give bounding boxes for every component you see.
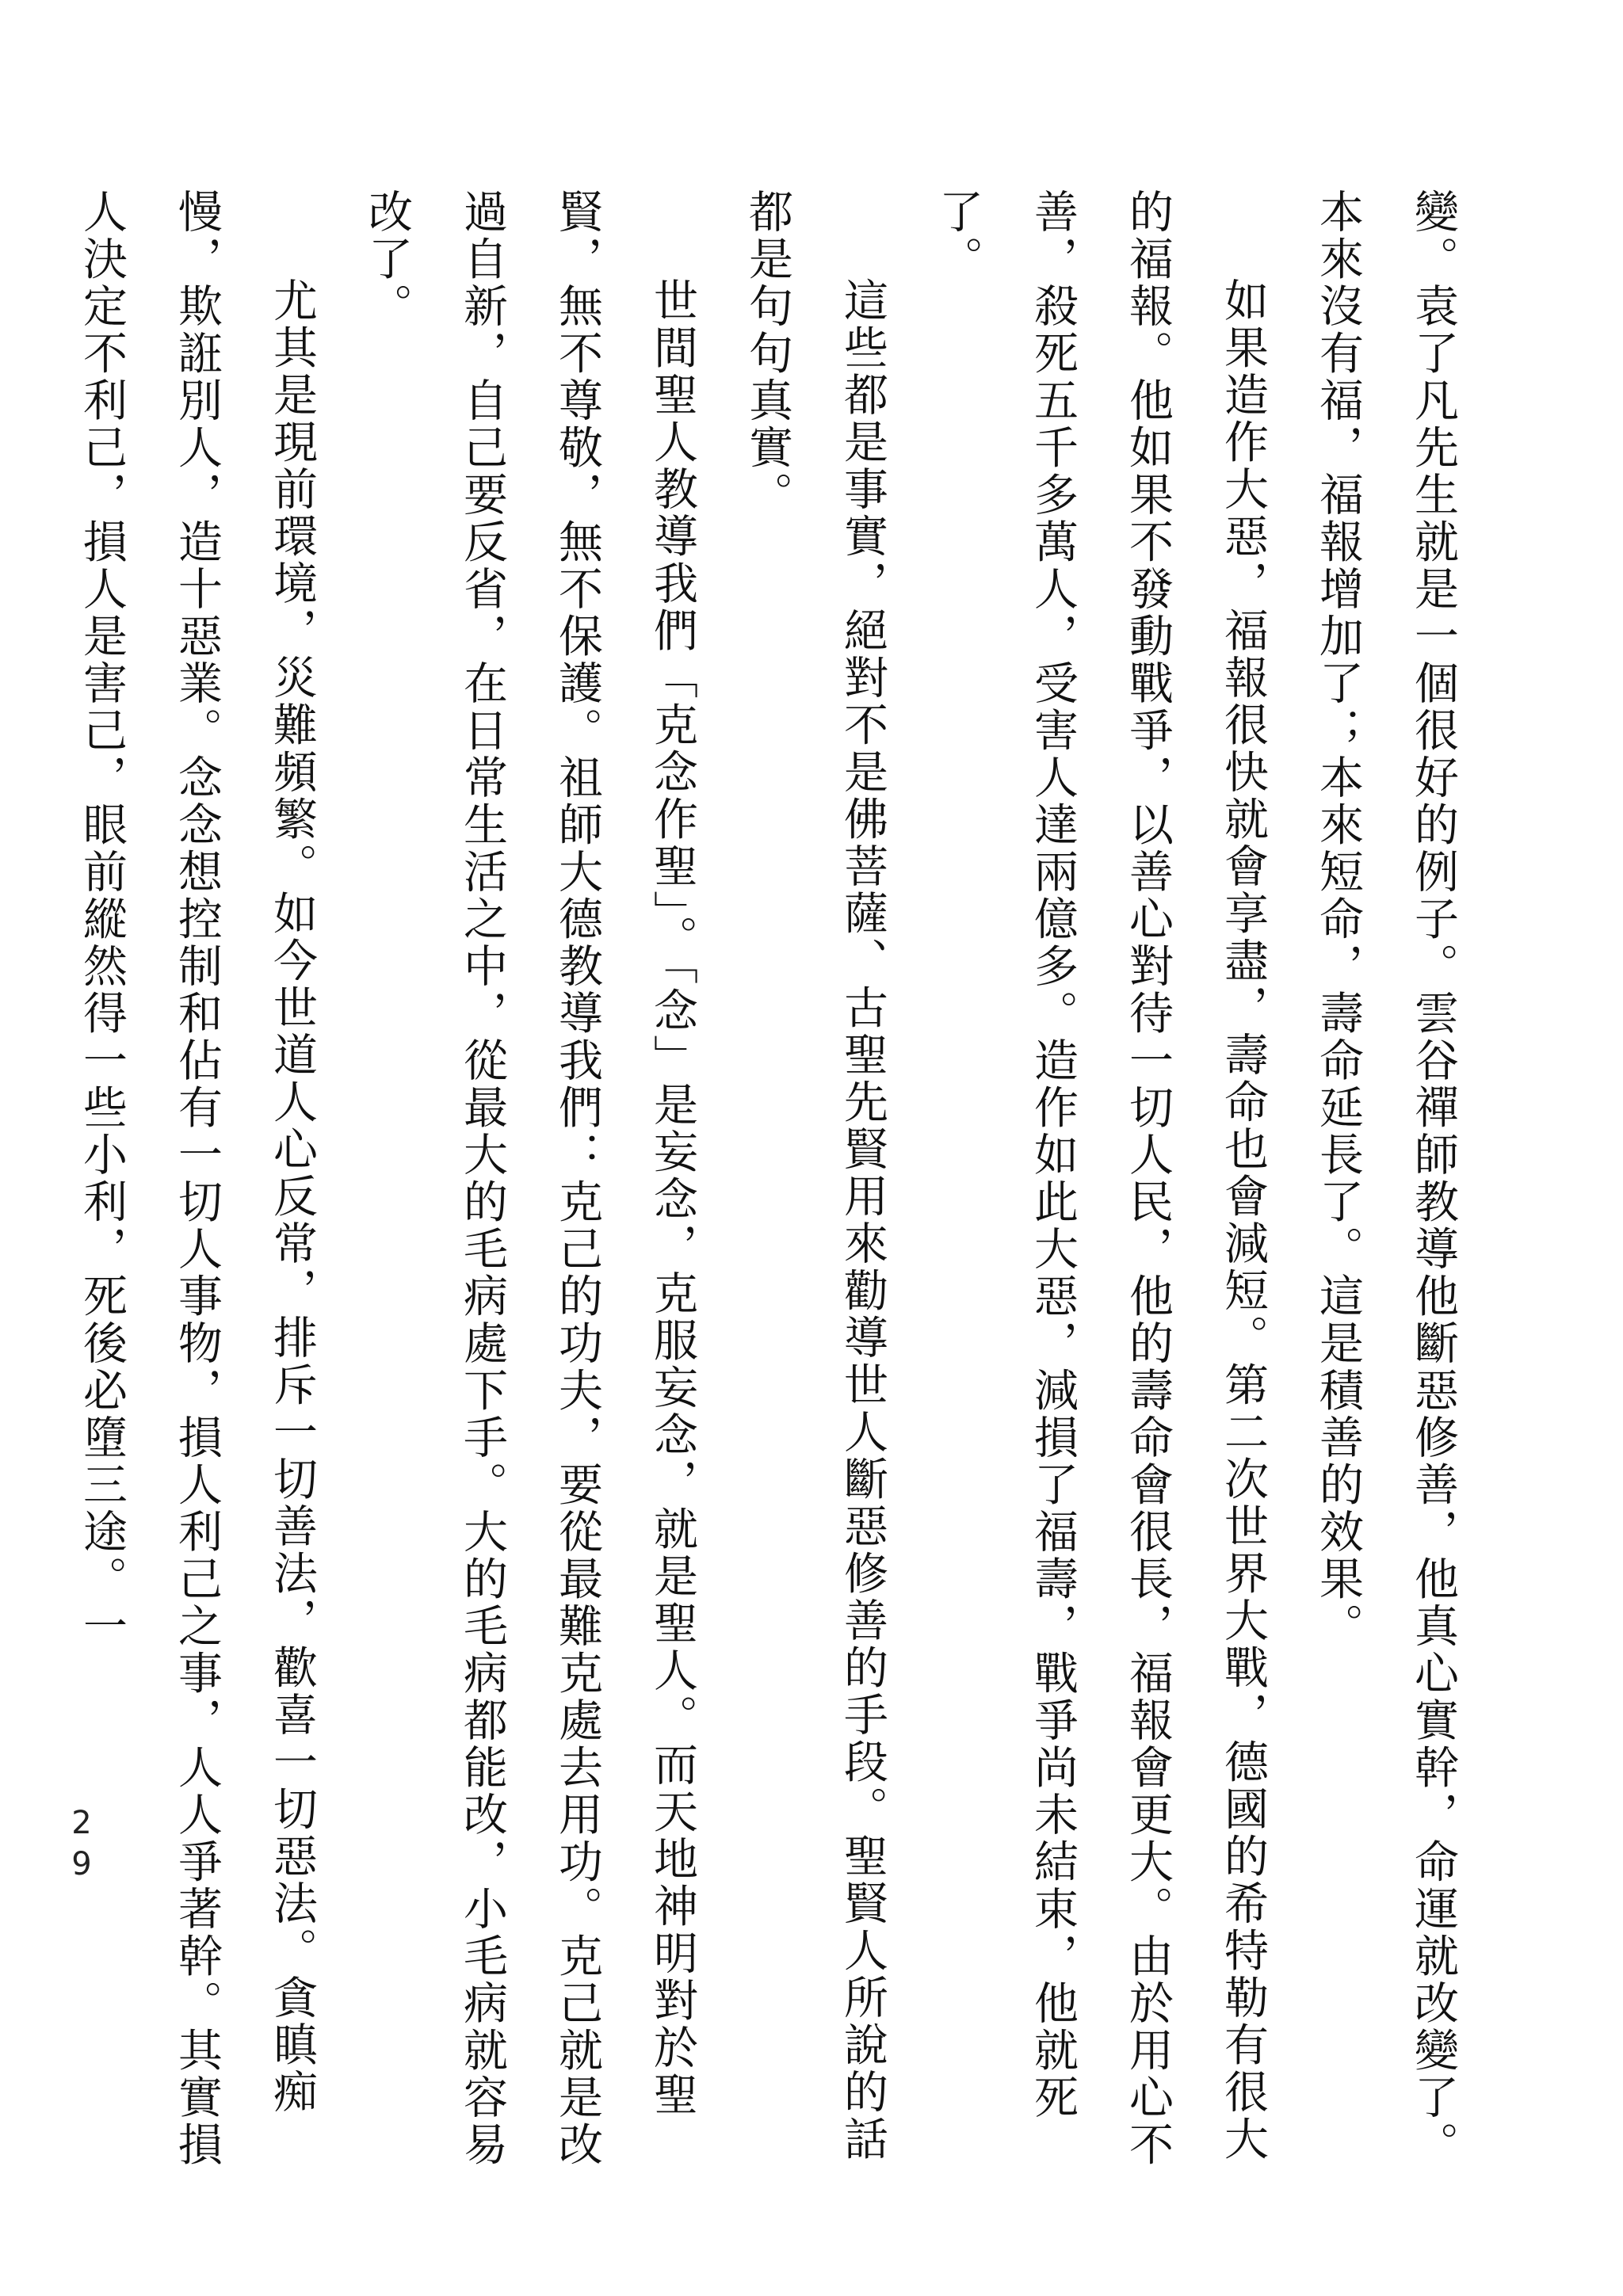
page-number: 29 — [63, 1805, 100, 1887]
vertical-text-body — [54, 189, 1480, 2185]
paragraph-1: 變。袁了凡先生就是一個很好的例子。雲谷禪師教導他斷惡修善，他真心實幹，命運就改變了。本來沒有福，福報增加了；本來短命，壽命延長了。這是積善的效果。 — [1312, 189, 1459, 2168]
paragraph-2: 如果造作大惡，福報很快就會享盡，壽命也會減短。第二次世界大戰，德國的希特勒有很大的福報。他如果不發動戰爭，以善心對待一切人民，他的壽命會很長，福報會更大。由於用心不善，殺死五千多萬人，受害人達兩億多。造作如此大惡，減損了福壽，戰爭尚未結束，他就死了。 — [932, 189, 1269, 2168]
paragraph-5: 尤其是現前環境，災難頻繁。如今世道人心反常，排斥一切善法，歡喜一切惡法。貪瞋痴慢，欺誑別人，造十惡業。念念想控制和佔有一切人事物，損人利己之事，人人爭著幹。其實損人決定不利己，損人是害己，眼前縱然得一些小利，死後必墮三途。一 — [76, 189, 318, 2168]
paragraph-3: 這些都是事實，絕對不是佛菩薩、古聖先賢用來勸導世人斷惡修善的手段。聖賢人所說的話都是句句真實。 — [742, 189, 888, 2163]
paragraph-4: 世間聖人教導我們「克念作聖」。「念」是妄念，克服妄念，就是聖人。而天地神明對於聖賢，無不尊敬，無不保護。祖師大德教導我們：克己的功夫，要從最難克處去用功。克己就是改過自新，自己要反省，在日常生活之中，從最大的毛病處下手。大的毛病都能改，小毛病就容易改了。 — [361, 189, 698, 2168]
